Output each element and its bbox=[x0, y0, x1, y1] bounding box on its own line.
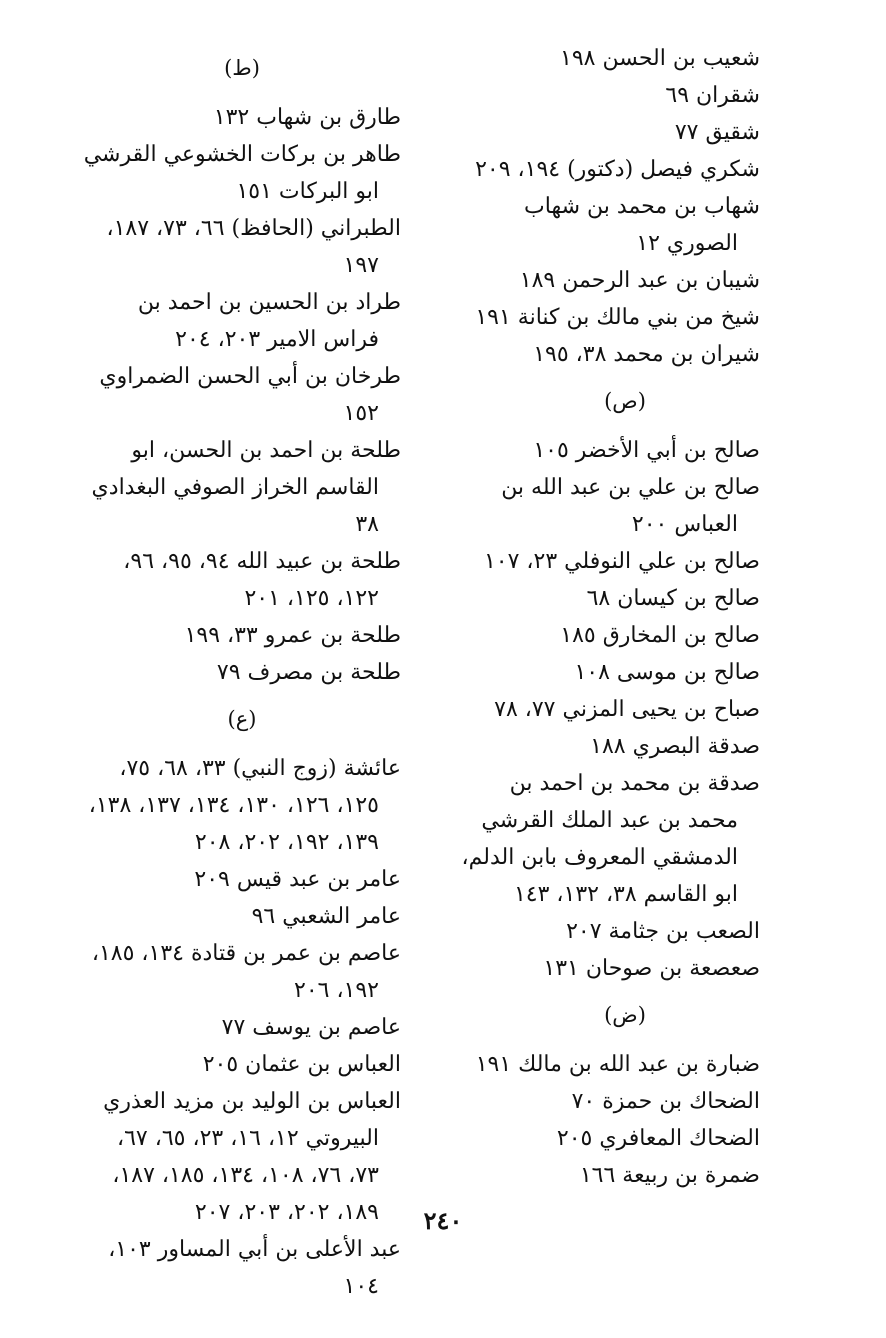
index-entry: طرخان بن أبي الحسن الضمراوي ١٥٢ bbox=[99, 364, 401, 426]
index-entry: شكري فيصل (دكتور) ١٩٤، ٢٠٩ bbox=[475, 157, 760, 182]
index-entry: عبد الأعلى بن أبي المساور ١٠٣، ١٠٤ bbox=[108, 1237, 401, 1299]
index-entry: صالح بن علي النوفلي ٢٣، ١٠٧ bbox=[483, 549, 760, 574]
section-heading-sad: (ص) bbox=[604, 389, 646, 413]
index-entry: عاصم بن يوسف ٧٧ bbox=[221, 1015, 401, 1040]
index-entry: صالح بن علي بن عبد الله بن العباس ٢٠٠ bbox=[501, 475, 760, 537]
index-entry: طاهر بن بركات الخشوعي القرشي ابو البركات ١٥١ bbox=[83, 142, 401, 204]
section-heading-ta: (ط) bbox=[224, 56, 260, 80]
index-entry: شيخ من بني مالك بن كنانة ١٩١ bbox=[475, 305, 760, 330]
index-entry: طلحة بن مصرف ٧٩ bbox=[216, 660, 401, 685]
index-column-left bbox=[83, 40, 401, 1305]
index-entry: طراد بن الحسين بن احمد بن فراس الامير ٢٠٣، ٢٠٤ bbox=[137, 290, 401, 352]
index-entry: شيران بن محمد ٣٨، ١٩٥ bbox=[533, 342, 760, 367]
index-entry: صدقة بن محمد بن احمد بن محمد بن عبد الملك القرشي الدمشقي المعروف بابن الدلم، ابو القاسم ٣٨، ١٣٢، ١٤٣ bbox=[461, 771, 760, 907]
index-entry: صعصعة بن صوحان ١٣١ bbox=[543, 956, 760, 981]
index-entry: الضحاك المعافري ٢٠٥ bbox=[556, 1126, 760, 1151]
index-list-dad bbox=[460, 1046, 760, 1194]
index-entry: طلحة بن احمد بن الحسن، ابو القاسم الخراز الصوفي البغدادي ٣٨ bbox=[91, 438, 401, 537]
index-entry: ضمرة بن ربيعة ١٦٦ bbox=[579, 1163, 760, 1188]
index-list-ta bbox=[83, 99, 401, 691]
index-entry: عامر بن عبد قيس ٢٠٩ bbox=[194, 867, 401, 892]
index-entry: عائشة (زوج النبي) ٣٣، ٦٨، ٧٥، ١٢٥، ١٢٦، ١٣٠، ١٣٤، ١٣٧، ١٣٨، ١٣٩، ١٩٢، ٢٠٢، ٢٠٨ bbox=[88, 756, 401, 855]
index-entry: شيبان بن عبد الرحمن ١٨٩ bbox=[519, 268, 760, 293]
index-entry: صالح بن موسى ١٠٨ bbox=[574, 660, 760, 685]
index-entry: طارق بن شهاب ١٣٢ bbox=[213, 105, 401, 130]
section-heading-ain: (ع) bbox=[227, 707, 257, 731]
index-entry: الصعب بن جثامة ٢٠٧ bbox=[566, 919, 760, 944]
index-entry: الطبراني (الحافظ) ٦٦، ٧٣، ١٨٧، ١٩٧ bbox=[106, 216, 401, 278]
index-entry: عاصم بن عمر بن قتادة ١٣٤، ١٨٥، ١٩٢، ٢٠٦ bbox=[91, 941, 401, 1003]
index-entry: صالح بن المخارق ١٨٥ bbox=[560, 623, 760, 648]
index-list-shin bbox=[460, 40, 760, 373]
index-entry: طلحة بن عمرو ٣٣، ١٩٩ bbox=[184, 623, 401, 648]
section-heading-dad: (ض) bbox=[604, 1003, 646, 1027]
index-entry: شقيق ٧٧ bbox=[674, 120, 760, 145]
index-entry: الضحاك بن حمزة ٧٠ bbox=[571, 1089, 760, 1114]
index-entry: صدقة البصري ١٨٨ bbox=[590, 734, 760, 759]
index-column-right bbox=[460, 40, 760, 1194]
index-entry: صالح بن أبي الأخضر ١٠٥ bbox=[533, 438, 760, 463]
index-entry: شعيب بن الحسن ١٩٨ bbox=[560, 46, 760, 71]
index-entry: ضبارة بن عبد الله بن مالك ١٩١ bbox=[475, 1052, 760, 1077]
index-list-sad bbox=[460, 432, 760, 987]
index-entry: شهاب بن محمد بن شهاب الصوري ١٢ bbox=[524, 194, 760, 256]
index-entry: العباس بن الوليد بن مزيد العذري البيروتي ١٢، ١٦، ٢٣، ٦٥، ٦٧، ٧٣، ٧٦، ١٠٨، ١٣٤، ١٨٥، ١٨٧، ١٨٩، ٢٠٢، ٢٠٣، ٢٠٧ bbox=[103, 1089, 401, 1225]
index-entry: العباس بن عثمان ٢٠٥ bbox=[202, 1052, 401, 1077]
index-entry: طلحة بن عبيد الله ٩٤، ٩٥، ٩٦، ١٢٢، ١٢٥، ٢٠١ bbox=[123, 549, 401, 611]
index-entry: شقران ٦٩ bbox=[665, 83, 760, 108]
index-entry: صالح بن كيسان ٦٨ bbox=[586, 586, 760, 611]
index-entry: عامر الشعبي ٩٦ bbox=[251, 904, 401, 929]
index-entry: صباح بن يحيى المزني ٧٧، ٧٨ bbox=[494, 697, 760, 722]
page-number: ٢٤٠ bbox=[423, 1206, 463, 1235]
